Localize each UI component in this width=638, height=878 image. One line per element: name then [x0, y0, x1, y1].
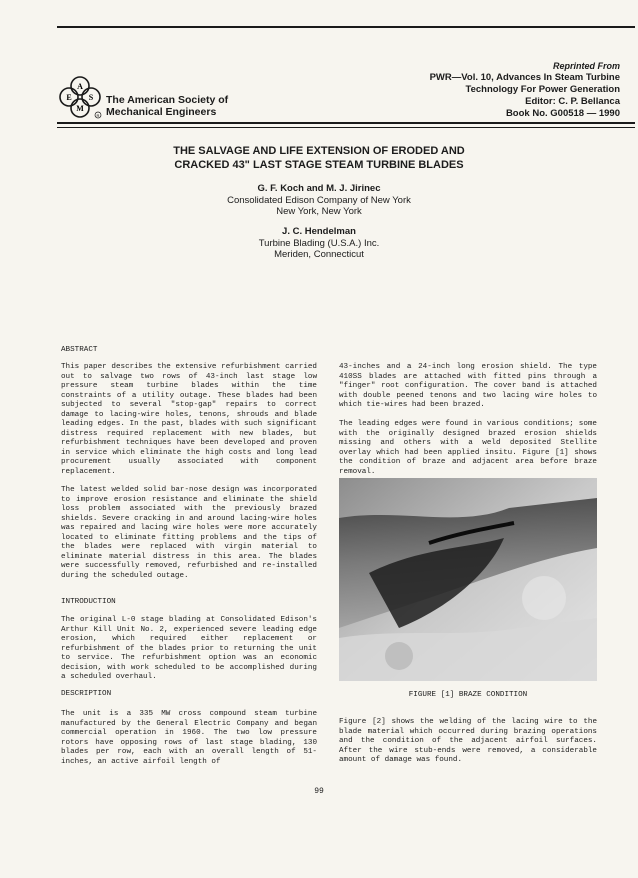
abstract-text-1: This paper describes the extensive refurbishment carried out to salvage two rows of 43-inch last stage low pressure steam turbine blades within the time constraints of a utility outage. These blades had been subjected to several "stop-gap" repairs to correct damage to lacing-wire holes, tenons, shrouds and blade leading edges. In the past, blades with such significant distress required replacement with new blades, but refurbishment techniques have been developed and proven in service which eliminate the high costs and long lead procurement usually associated with component replacement. [61, 363, 317, 476]
abstract-paragraph-2 [61, 486, 317, 581]
abstract-text-2: The latest welded solid bar-nose design was incorporated to improve erosion resistance and eliminate the shield loss problem associated with the previously brazed shields. Severe cracking in and around lacing-wire holes was repaired and lacing wire holes were more accurately located to eliminate fitting problems and the tips of the blades were replaced with virgin material to eliminate material distress in this area. The blades were successfully removed, refurbished and re-installed during the scheduled outage. [61, 486, 317, 580]
right-text-1: 43-inches and a 24-inch long erosion shield. The type 410SS blades are attached with fitted pins through a "finger" root configuration. The cover band is attached with double peened tenons and two lacing wire holes to which tie-wires had been brazed. [339, 363, 597, 409]
society-line-2: Mechanical Engineers [106, 106, 217, 118]
braze-photo-drawing [339, 478, 597, 681]
abstract-paragraph-1 [61, 363, 317, 477]
series-subtitle: Technology For Power Generation [465, 84, 620, 95]
title-line-1: THE SALVAGE AND LIFE EXTENSION OF ERODED AND [173, 145, 465, 157]
book-number: Book No. G00518 — 1990 [505, 108, 620, 119]
author-names: G. F. Koch and M. J. Jirinec [257, 183, 381, 194]
author-block-1 [0, 183, 638, 218]
author-affiliation: Consolidated Edison Company of New York [227, 194, 411, 206]
svg-text:R: R [96, 112, 100, 118]
author-affiliation: Turbine Blading (U.S.A.) Inc. [258, 237, 380, 249]
introduction-paragraph [61, 616, 317, 683]
top-rule [57, 26, 635, 28]
author-location: New York, New York [276, 206, 362, 217]
header-rule-thick [57, 122, 635, 124]
header-rule-thin [57, 127, 635, 128]
figure-1-photo [339, 478, 597, 681]
author-names: J. C. Hendelman [282, 226, 356, 237]
paper-title [0, 144, 638, 172]
author-location: Meriden, Connecticut [274, 249, 364, 260]
page-number: 99 [314, 787, 324, 796]
svg-text:E: E [66, 93, 72, 102]
right-paragraph-3 [339, 718, 597, 766]
asme-logo [58, 75, 102, 119]
introduction-heading: INTRODUCTION [61, 598, 116, 606]
author-block-2 [0, 226, 638, 261]
society-name [106, 94, 228, 118]
svg-text:A: A [77, 82, 83, 91]
reprint-info [430, 60, 620, 120]
right-text-2: The leading edges were found in various conditions; some with the originally designed brazed erosion shields missing and others with a weld deposited Stellite overlay which had been applied insitu. Figure [1] shows the condition of braze and adjacent area before braze removal. [339, 420, 597, 476]
society-line-1: The American Society of [106, 94, 229, 106]
figure-1-caption: FIGURE [1] BRAZE CONDITION [408, 691, 528, 699]
right-text-3: Figure [2] shows the welding of the lacing wire to the blade material which occurred during brazing operations and the condition of the adjacent airfoil surfaces. After the wire stub-ends were removed, a considerable amount of damage was found. [339, 718, 597, 764]
right-paragraph-2 [339, 420, 597, 477]
description-paragraph [61, 710, 317, 767]
svg-text:S: S [88, 93, 94, 102]
description-text: The unit is a 335 MW cross compound steam turbine manufactured by the General Electric Company and began commercial operation in 1960. The two low pressure rotors have opposing rows of last stage blading, 130 blades per row, each with an overall length of 51-inches, an active airfoil length of [61, 710, 317, 766]
introduction-text: The original L-0 stage blading at Consolidated Edison's Arthur Kill Unit No. 2, experienced severe leading edge erosion, which required either replacement or refurbishment of the blades prior to returning the unit to service. The refurbishment option was an economic decision, with work scheduled to be accomplished during a scheduled overhaul. [61, 616, 317, 681]
editor: Editor: C. P. Bellanca [525, 96, 620, 107]
right-paragraph-1 [339, 363, 597, 411]
title-line-2: CRACKED 43" LAST STAGE STEAM TURBINE BLADES [174, 159, 464, 171]
description-heading: DESCRIPTION [61, 690, 112, 698]
abstract-heading: ABSTRACT [61, 346, 98, 354]
reprinted-from: Reprinted From [552, 61, 620, 71]
series-title: PWR—Vol. 10, Advances In Steam Turbine [429, 72, 620, 83]
svg-text:M: M [76, 104, 84, 113]
